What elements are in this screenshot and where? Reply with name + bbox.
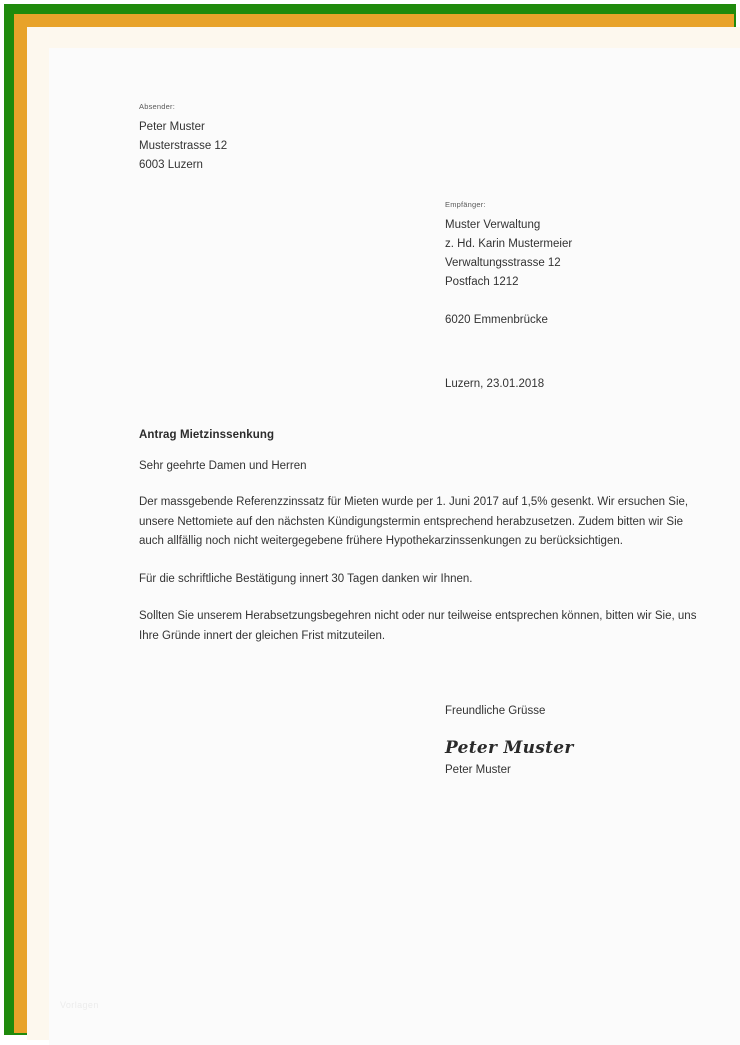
recipient-line-attention: z. Hd. Karin Mustermeier (445, 238, 573, 250)
recipient-line-postbox: Postfach 1212 (445, 276, 519, 288)
body-paragraph-1: Der massgebende Referenzzinssatz für Mieten wurde per 1. Juni 2017 auf 1,5% gesenkt. Wir ersuchen Sie, unsere Nettomiete auf den nächsten Kündigungstermin entsprechend herabzusetzen. Zudem bitten wir Sie auch allfällig noch nicht weitergegebene frühere Hypothekarzinssenkungen zu berücksichtigen. (139, 496, 689, 547)
decorative-border-cream (27, 27, 740, 1040)
body-paragraph-2: Für die schriftliche Bestätigung innert 30 Tagen danken wir Ihnen. (139, 572, 473, 585)
signature-handwritten: Peter Muster (445, 738, 574, 758)
recipient-line-city: 6020 Emmenbrücke (445, 314, 548, 326)
letter-page (49, 48, 740, 1045)
sender-line-city: 6003 Luzern (139, 159, 203, 171)
recipient-block (445, 200, 725, 330)
body-paragraph-3: Sollten Sie unserem Herabsetzungsbegehren nicht oder nur teilweise entsprechen können, bitten wir Sie, uns Ihre Gründe innert der gleichen Frist mitzuteilen. (139, 610, 697, 642)
signature-typed-name: Peter Muster (445, 764, 511, 776)
recipient-label: Empfänger: (445, 200, 486, 209)
recipient-line-street: Verwaltungsstrasse 12 (445, 257, 561, 269)
sender-line-name: Peter Muster (139, 121, 205, 133)
decorative-border-orange (14, 14, 734, 1033)
recipient-spacer (445, 292, 725, 311)
footer-watermark: Vorlagen (60, 1000, 99, 1010)
subject-line: Antrag Mietzinssenkung (139, 429, 275, 441)
sender-label: Absender: (139, 102, 175, 111)
date-line: Luzern, 23.01.2018 (445, 378, 545, 390)
recipient-line-company: Muster Verwaltung (445, 219, 541, 231)
letter-content (49, 48, 740, 1045)
sender-block (139, 102, 399, 175)
decorative-border-green (4, 4, 736, 1035)
salutation: Sehr geehrte Damen und Herren (139, 460, 307, 472)
closing-greeting: Freundliche Grüsse (445, 705, 546, 717)
body-block (139, 493, 702, 664)
sender-line-street: Musterstrasse 12 (139, 140, 228, 152)
